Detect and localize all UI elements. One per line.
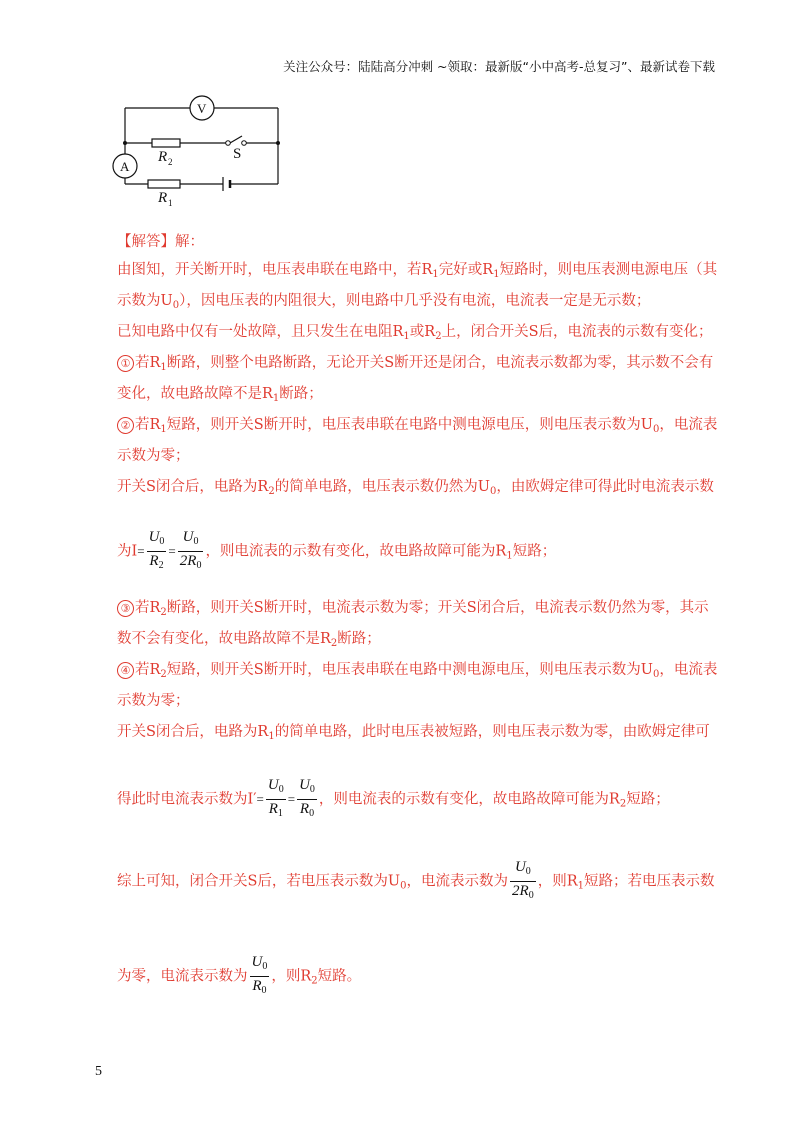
answer-tag: 【解答】解： (117, 234, 204, 250)
page-header: 关注公众号：陆陆高分冲刺 ~领取：最新版“小中高考-总复习”、最新试卷下载 (283, 59, 715, 74)
line-9: 为I= $\frac{U_0}{R_2}$ = $\frac{U_0}{2R_0}$ ，则电流表的示数有变化，故电路故障可能为$R_1$短路； (117, 528, 556, 575)
line-4: ① 若$R_1$断路，则整个电路断路，无论开关S断开还是闭合，电流表示数都为零，其示数不会有 (117, 353, 713, 378)
r2-sub: 2 (168, 157, 173, 167)
line-1: 由图知，开关断开时，电压表串联在电路中，若$R_1$完好或$R_1$短路时，则电压表测电源电压（其 (117, 262, 718, 280)
line-8: 开关S闭合后，电路为$R_2$的简单电路，电压表示数仍然为$U_0$，由欧姆定律可得此时电流表示数 (117, 479, 714, 497)
r2-label: R (158, 149, 168, 165)
line-12: ④ 若$R_2$短路，则开关S断开时，电压表串联在电路中测电源电压，则电压表示数为$U_0$，电流表 (117, 660, 717, 685)
page-number: 5 (95, 1064, 102, 1079)
fraction-u0-2r0-summary: $\frac{U_0}{2R_0}$ (510, 858, 536, 905)
r1-label: R (158, 190, 168, 206)
fraction-u0-r0-summary: $\frac{U_0}{R_0}$ (250, 953, 270, 1000)
line-6: ② 若$R_1$短路，则开关S断开时，电压表串联在电路中测电源电压，则电压表示数为$U_0$，电流表 (117, 415, 717, 440)
line-5: 变化，故电路故障不是$R_1$断路； (117, 386, 323, 404)
fraction-u0-2r0: $\frac{U_0}{2R_0}$ (178, 528, 204, 575)
fraction-u0-r0: $\frac{U_0}{R_0}$ (297, 776, 317, 823)
ammeter-label: A (120, 159, 130, 174)
switch-label: S (233, 146, 242, 162)
line-10: ③ 若$R_2$断路，则开关S断开时，电流表示数为零；开关S闭合后，电流表示数仍然为零，其示 (117, 598, 709, 623)
line-17: 为零，电流表示数为 $\frac{U_0}{R_0}$ ，则$R_2$短路。 (117, 953, 361, 1000)
line-15: 得此时电流表示数为I′= $\frac{U_0}{R_1}$ = $\frac{U_0}{R_0}$ ，则电流表的示数有变化，故电路故障可能为$R_2$短路； (117, 776, 670, 823)
line-3: 已知电路中仅有一处故障，且只发生在电阻$R_1$或$R_2$上，闭合开关S后，电流表的示数有变化； (117, 324, 713, 342)
r1-sub: 1 (168, 198, 173, 208)
line-16: 综上可知，闭合开关S后，若电压表示数为$U_0$，电流表示数为 $\frac{U_0}{2R_0}$ ，则$R_1$短路；若电压表示数 (117, 858, 715, 905)
line-2: 示数为$U_0$），因电压表的内阻很大，则电路中几乎没有电流，电流表一定是无示数； (117, 293, 651, 311)
fraction-u0-r1: $\frac{U_0}{R_1}$ (266, 776, 286, 823)
circuit-diagram (100, 88, 290, 208)
line-14: 开关S闭合后，电路为$R_1$的简单电路，此时电压表被短路，则电压表示数为零，由欧姆定律可 (117, 724, 710, 742)
fraction-u0-r2: $\frac{U_0}{R_2}$ (147, 528, 167, 575)
line-13: 示数为零； (117, 693, 190, 709)
line-11: 数不会有变化，故电路故障不是$R_2$断路； (117, 631, 381, 649)
voltmeter-label: V (197, 101, 207, 116)
line-7: 示数为零； (117, 448, 190, 464)
